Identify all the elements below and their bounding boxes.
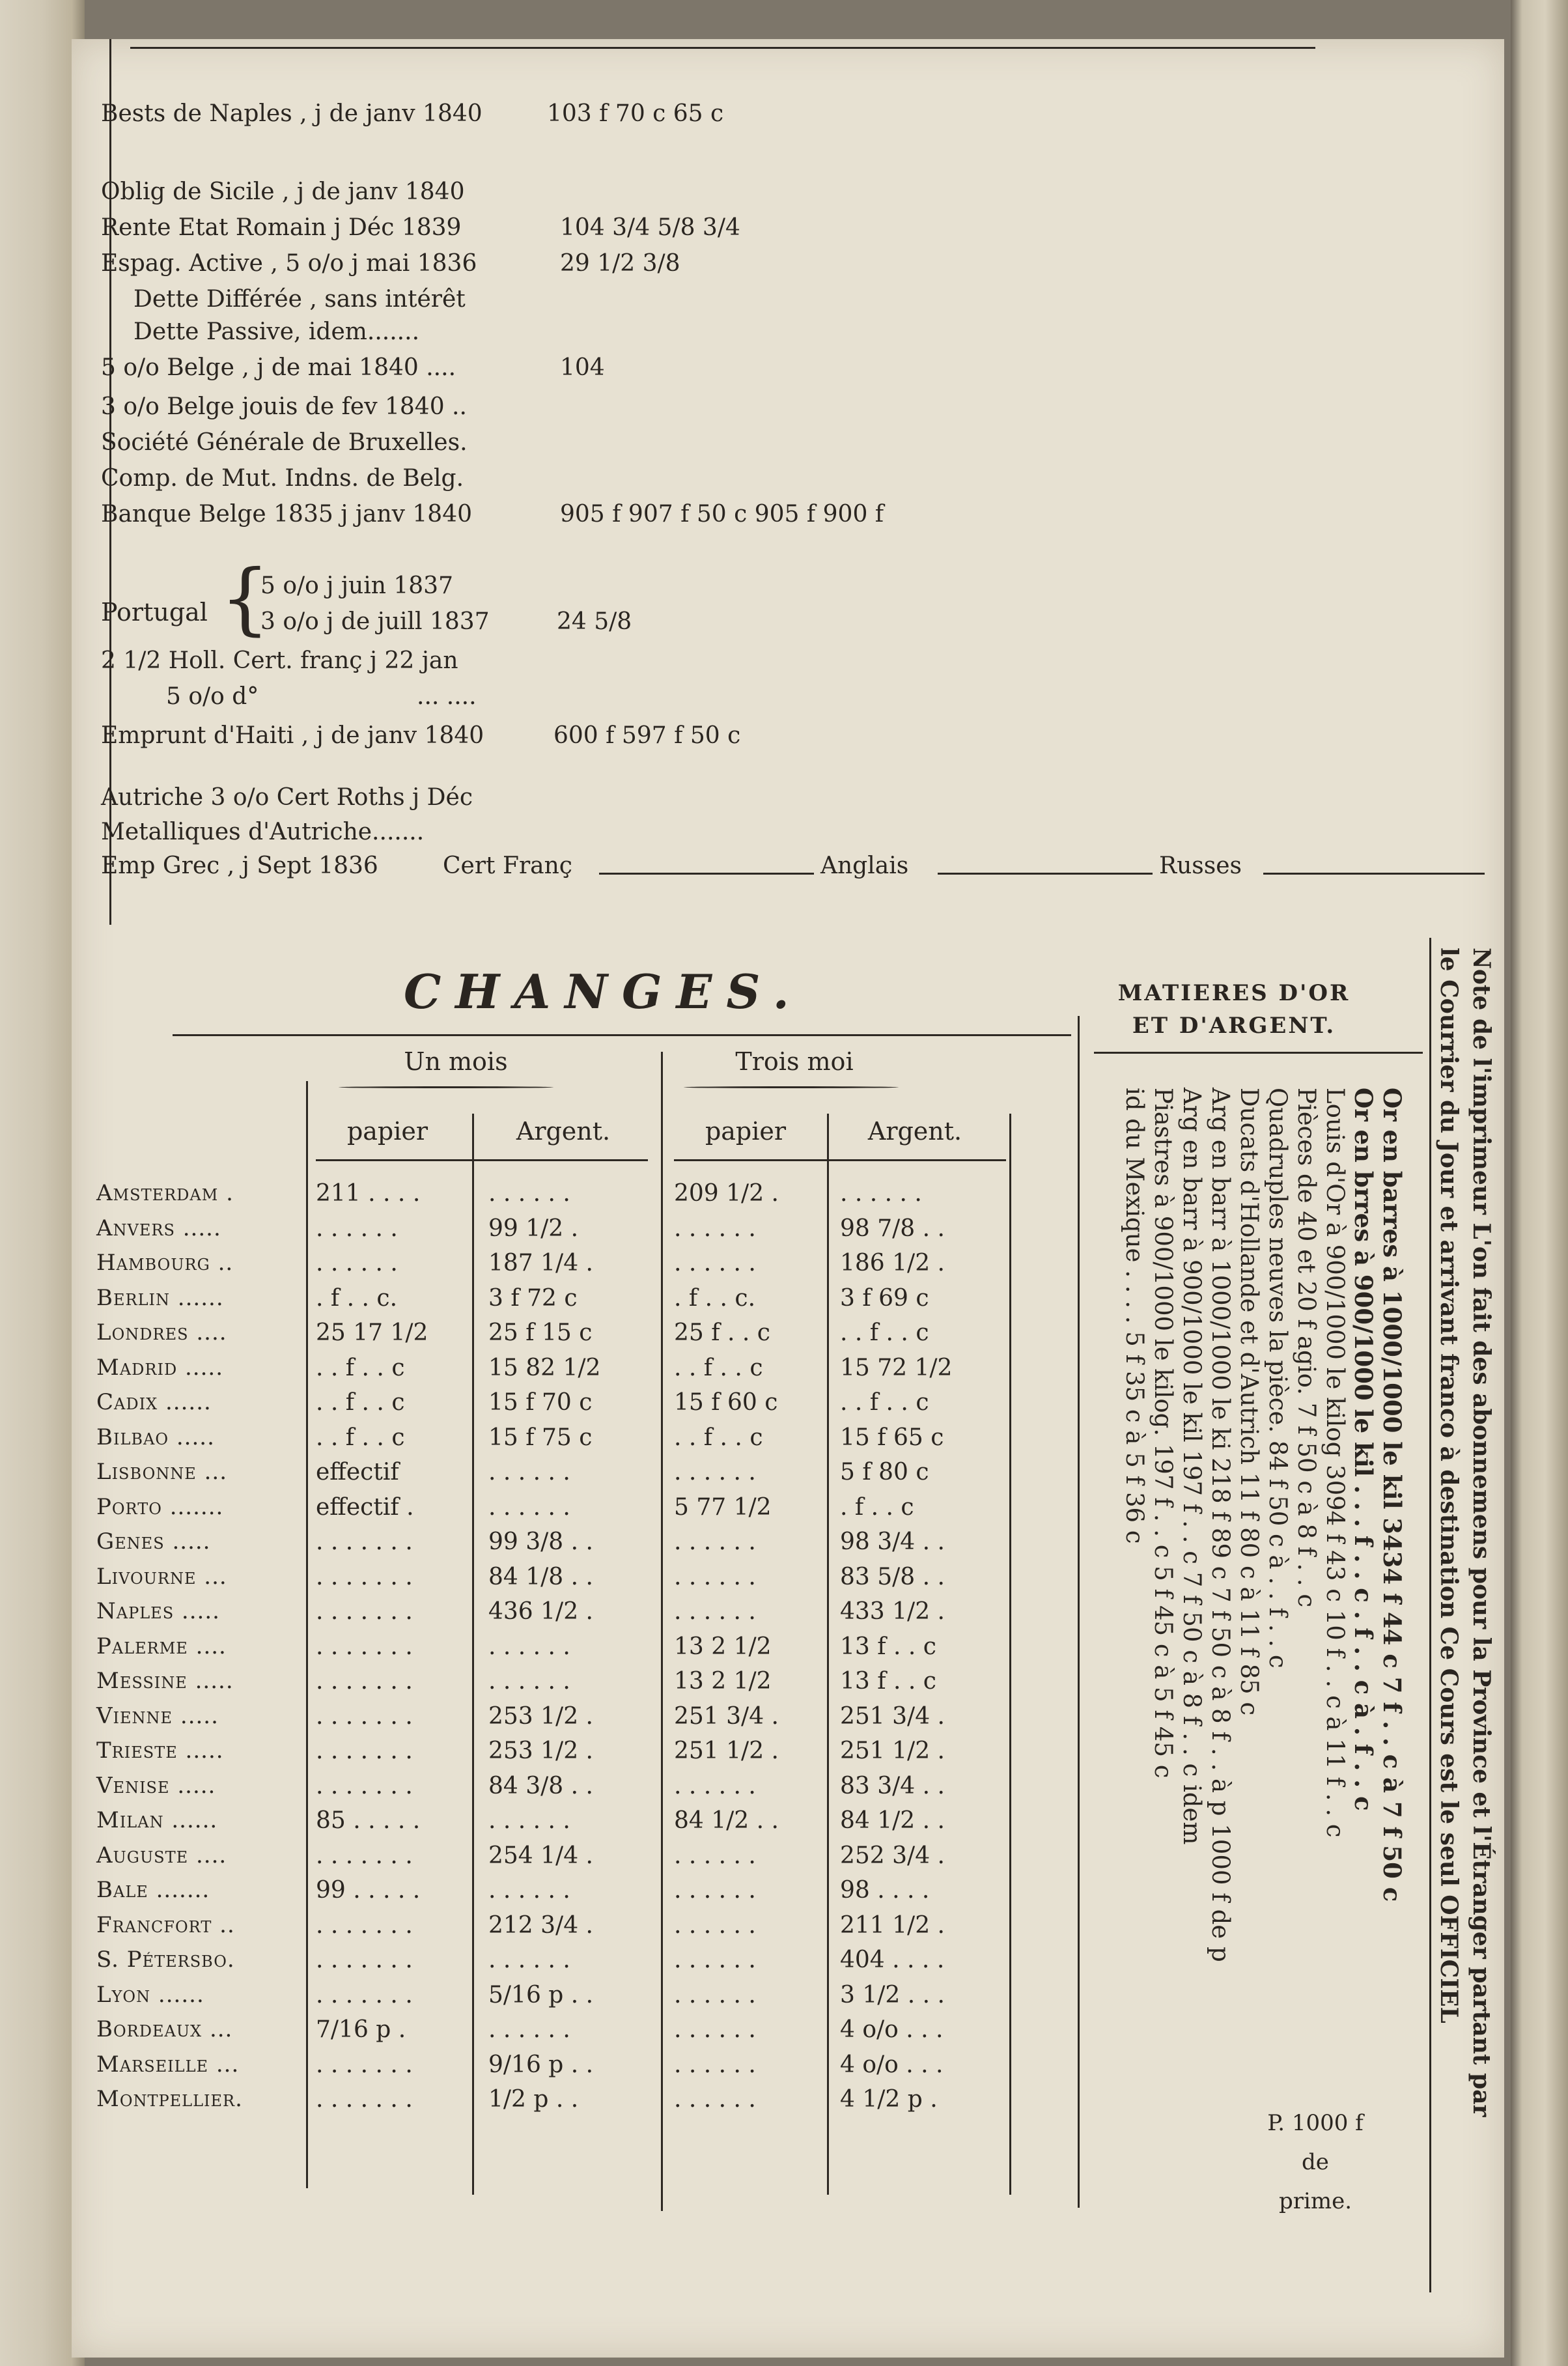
rate-cell: effectif — [316, 1459, 399, 1486]
header-underline-2 — [674, 1159, 1006, 1161]
rate-cell: . . . . . . . — [316, 1773, 413, 1799]
rate-cell: 433 1/2 . — [840, 1598, 945, 1625]
rate-cell: 5 77 1/2 — [674, 1494, 772, 1521]
rate-cell: 15 f 75 c — [488, 1424, 593, 1451]
security-label: Oblig de Sicile , j de janv 1840 — [101, 178, 465, 205]
rate-cell: 25 f 15 c — [488, 1319, 593, 1346]
city-name: Messine ..... — [96, 1668, 234, 1694]
rate-cell: . . f . . c — [674, 1424, 763, 1451]
rate-cell: 99 3/8 . . — [488, 1528, 593, 1555]
city-name: Hambourg .. — [96, 1250, 234, 1276]
rate-cell: . . . . . . — [488, 1807, 570, 1834]
matieres-line: Ducats d'Hollande et d'Autrich 11 f 80 c à 11 f 85 c — [1235, 1088, 1263, 1716]
city-name: Trieste ..... — [96, 1738, 224, 1764]
rate-cell: . . . . . . — [674, 1528, 756, 1555]
rate-cell: . . . . . . — [488, 1494, 570, 1521]
city-name: Londres .... — [96, 1319, 227, 1345]
security-label: Rente Etat Romain j Déc 1839 — [101, 214, 462, 241]
emp-grec-label: Emp Grec , j Sept 1836 — [101, 852, 378, 879]
rate-cell: . . . . . . — [674, 1215, 756, 1242]
security-label: Espag. Active , 5 o/o j mai 1836 — [101, 250, 477, 277]
changes-matieres-divider — [1078, 1016, 1080, 2208]
city-name: Porto ....... — [96, 1494, 224, 1520]
document-page — [72, 39, 1504, 2358]
city-name: Naples ..... — [96, 1598, 220, 1624]
header-underline-1 — [316, 1159, 648, 1161]
rate-cell: . . . . . . — [674, 1598, 756, 1625]
matieres-line: Piastres à 900/1000 le kilog. 197 f . . c 5 f 45 c à 5 f 45 c — [1149, 1088, 1177, 1779]
security-value: ... .... — [417, 683, 477, 710]
rate-cell: 436 1/2 . — [488, 1598, 593, 1625]
city-name: Vienne ..... — [96, 1703, 219, 1729]
col-divider-1 — [472, 1114, 474, 2195]
matieres-line: Louis d'Or à 900/1000 le kilog 3094 f 43 c 10 f . . c à 11 f . . c — [1321, 1088, 1349, 1838]
un-mois-swash — [339, 1086, 553, 1088]
rate-cell: . . . . . . — [488, 1180, 570, 1207]
rate-cell: . . . . . . — [674, 1877, 756, 1904]
rate-cell: . . . . . . — [674, 1773, 756, 1799]
rate-cell: 187 1/4 . — [488, 1250, 593, 1276]
city-name: Lyon ...... — [96, 1982, 204, 2008]
rate-cell: 84 1/2 . . — [674, 1807, 779, 1834]
changes-top-rule — [173, 1034, 1071, 1036]
rate-cell: . . . . . . — [674, 2086, 756, 2113]
security-label: Dette Passive, idem....... — [133, 318, 420, 345]
security-label: 3 o/o Belge jouis de fev 1840 .. — [101, 393, 467, 420]
city-name: Bilbao ..... — [96, 1424, 215, 1450]
rate-cell: 212 3/4 . — [488, 1912, 593, 1939]
rate-cell: . . . . . . . — [316, 1528, 413, 1555]
rate-cell: 253 1/2 . — [488, 1703, 593, 1730]
security-label: Autriche 3 o/o Cert Roths j Déc — [101, 784, 473, 811]
rate-cell: 84 3/8 . . — [488, 1773, 593, 1799]
rate-cell: . . . . . . . — [316, 2051, 413, 2078]
matieres-title-line-1: MATIERES D'OR — [1117, 980, 1351, 1006]
portugal-line-2-value: 24 5/8 — [557, 608, 632, 635]
rate-cell: 252 3/4 . — [840, 1842, 945, 1869]
emp-grec-cert: Cert Franç — [443, 852, 572, 879]
rate-cell: 13 2 1/2 — [674, 1668, 772, 1695]
rate-cell: 15 72 1/2 — [840, 1355, 953, 1381]
rate-cell: . . . . . . . — [316, 1633, 413, 1660]
rate-cell: . . . . . . . — [316, 1947, 413, 1973]
emp-grec-rule-1 — [599, 873, 814, 875]
rate-cell: . . . . . . — [674, 1982, 756, 2008]
rate-cell: 84 1/8 . . — [488, 1564, 593, 1590]
portugal-line-1-label: 5 o/o j juin 1837 — [260, 572, 453, 599]
rate-cell: . . . . . . — [488, 1877, 570, 1904]
portugal-line-2-label: 3 o/o j de juill 1837 — [260, 608, 490, 635]
book-right-edge — [1511, 0, 1568, 2366]
rate-cell: . . . . . . . — [316, 1598, 413, 1625]
rate-cell: . . . . . . — [488, 1633, 570, 1660]
rate-cell: . f . . c. — [674, 1285, 756, 1312]
rate-cell: 3 f 72 c — [488, 1285, 578, 1312]
rate-cell: 251 3/4 . — [674, 1703, 779, 1730]
emp-grec-russes: Russes — [1159, 852, 1242, 879]
side-note-divider — [1429, 938, 1431, 2292]
security-value: 104 — [560, 354, 605, 381]
rate-cell: . . . . . . . — [316, 1738, 413, 1764]
rate-cell: 254 1/4 . — [488, 1842, 593, 1869]
side-note — [1433, 948, 1498, 2117]
rate-cell: 85 . . . . . — [316, 1807, 421, 1834]
matieres-line: Arg en barr à 1000/1000 le ki 218 f 89 c 7 f 50 c à 8 f . . à p 1000 f de p — [1207, 1088, 1235, 1962]
security-label: Metalliques d'Autriche....... — [101, 819, 425, 845]
header-papier-2: papier — [705, 1117, 787, 1146]
rate-cell: 251 3/4 . — [840, 1703, 945, 1730]
emp-grec-rule-3 — [1263, 873, 1485, 875]
city-name: Amsterdam . — [96, 1180, 234, 1206]
security-label: Comp. de Mut. Indns. de Belg. — [101, 465, 464, 492]
side-note-line-2: le Courrier du Jour et arrivant franco à destination Ce Cours est le seul OFFICIEL — [1435, 948, 1463, 2023]
header-argent-1: Argent. — [516, 1117, 611, 1146]
rate-cell: . . . . . . . — [316, 1564, 413, 1590]
portugal-label: Portugal — [101, 598, 208, 627]
security-label: Bests de Naples , j de janv 1840 — [101, 100, 483, 127]
rate-cell: 251 1/2 . — [840, 1738, 945, 1764]
city-name: Berlin ...... — [96, 1285, 224, 1311]
prime-line-2: de — [1302, 2149, 1329, 2175]
rate-cell: . . f . . c — [316, 1389, 405, 1416]
rate-cell: . . . . . . — [674, 2051, 756, 2078]
city-name: Anvers ..... — [96, 1215, 221, 1241]
matieres-line: Arg en barr à 900/1000 le kil 197 f . . c 7 f 50 c à 8 f . . c idem — [1178, 1088, 1206, 1845]
rate-cell: 251 1/2 . — [674, 1738, 779, 1764]
col-divider-2 — [827, 1114, 829, 2195]
rate-cell: . . . . . . — [674, 1912, 756, 1939]
rate-cell: 98 3/4 . . — [840, 1528, 945, 1555]
rate-cell: 25 f . . c — [674, 1319, 770, 1346]
rate-cell: 4 1/2 p . — [840, 2086, 938, 2113]
rate-cell: . . . . . . — [674, 1947, 756, 1973]
matieres-lines — [1120, 1088, 1407, 1962]
security-label: Emprunt d'Haiti , j de janv 1840 — [101, 722, 484, 749]
matieres-line: Or en brres à 900/1000 le kil . . . f . . c . f . . c à . f . . c — [1349, 1088, 1378, 1811]
rate-cell: . . . . . . — [316, 1215, 398, 1242]
city-name: Bordeaux ... — [96, 2016, 233, 2042]
trois-mois-swash — [684, 1086, 899, 1088]
security-value: 905 f 907 f 50 c 905 f 900 f — [560, 501, 884, 528]
city-name: Cadix ...... — [96, 1389, 212, 1415]
city-name: S. Pétersbo. — [96, 1947, 235, 1973]
security-label: Banque Belge 1835 j janv 1840 — [101, 501, 473, 528]
city-name: Livourne ... — [96, 1564, 227, 1590]
rate-cell: . f . . c — [840, 1494, 914, 1521]
security-label: Dette Différée , sans intérêt — [133, 286, 466, 313]
rate-cell: . . . . . . — [488, 1459, 570, 1486]
security-value: 29 1/2 3/8 — [560, 250, 680, 277]
col-divider-main — [661, 1052, 663, 2211]
rate-cell: 4 o/o . . . — [840, 2016, 944, 2043]
rate-cell: 99 1/2 . — [488, 1215, 579, 1242]
rate-cell: 15 82 1/2 — [488, 1355, 601, 1381]
rate-cell: 7/16 p . — [316, 2016, 406, 2043]
rate-cell: 13 2 1/2 — [674, 1633, 772, 1660]
changes-title: CHANGES. — [404, 964, 804, 1019]
rate-cell: 211 1/2 . — [840, 1912, 945, 1939]
rate-cell: 25 17 1/2 — [316, 1319, 428, 1346]
rate-cell: . . . . . . . — [316, 1982, 413, 2008]
matieres-top-rule — [1094, 1052, 1423, 1054]
rate-cell: . . . . . . — [488, 1947, 570, 1973]
rate-cell: 4 o/o . . . — [840, 2051, 944, 2078]
rate-cell: 84 1/2 . . — [840, 1807, 945, 1834]
security-value: 103 f 70 c 65 c — [547, 100, 724, 127]
rate-cell: . . . . . . — [674, 1564, 756, 1590]
rate-cell: 15 f 60 c — [674, 1389, 778, 1416]
rate-cell: 98 7/8 . . — [840, 1215, 945, 1242]
rate-cell: 1/2 p . . — [488, 2086, 579, 2113]
emp-grec-rule-2 — [938, 873, 1153, 875]
rate-cell: 3 1/2 . . . — [840, 1982, 945, 2008]
city-name: Madrid ..... — [96, 1355, 224, 1381]
col-divider-4 — [1009, 1114, 1011, 2195]
rate-cell: . . . . . . . — [316, 2086, 413, 2113]
rate-cell: 9/16 p . . — [488, 2051, 594, 2078]
matieres-prime-note — [1218, 2104, 1413, 2221]
rate-cell: 5/16 p . . — [488, 1982, 594, 2008]
city-name: Milan ...... — [96, 1807, 218, 1833]
rate-cell: 13 f . . c — [840, 1668, 936, 1695]
rate-cell: . . . . . . — [674, 1250, 756, 1276]
rate-cell: . . . . . . — [674, 1459, 756, 1486]
prime-line-1: P. 1000 f — [1267, 2110, 1364, 2136]
rate-cell: 99 . . . . . — [316, 1877, 421, 1904]
rate-cell: . . . . . . — [840, 1180, 922, 1207]
rate-cell: effectif . — [316, 1494, 414, 1521]
matieres-title-line-2: ET D'ARGENT. — [1132, 1013, 1336, 1039]
rate-cell: 15 f 65 c — [840, 1424, 944, 1451]
city-name: Palerme .... — [96, 1633, 227, 1659]
rate-cell: . . . . . . — [674, 2016, 756, 2043]
rate-cell: . . . . . . — [316, 1250, 398, 1276]
matieres-line: Pièces de 40 et 20 f agio. 7 f 50 c à 8 f . . c — [1293, 1088, 1321, 1608]
side-note-line-1: Note de l'imprimeur L'on fait des abonnemens pour la Province et l'Étranger partant par — [1468, 948, 1495, 2117]
city-name: Lisbonne ... — [96, 1459, 228, 1485]
rate-cell: . . . . . . . — [316, 1842, 413, 1869]
prime-line-3: prime. — [1278, 2188, 1352, 2214]
header-papier-1: papier — [346, 1117, 428, 1146]
rate-cell: 13 f . . c — [840, 1633, 936, 1660]
top-rule — [130, 47, 1315, 49]
rate-cell: . . . . . . — [674, 1842, 756, 1869]
portugal-brace: { — [220, 554, 270, 644]
rate-cell: . . f . . c — [840, 1319, 929, 1346]
security-label: 5 o/o Belge , j de mai 1840 .... — [101, 354, 456, 381]
rate-cell: 209 1/2 . — [674, 1180, 779, 1207]
rate-cell: 5 f 80 c — [840, 1459, 929, 1486]
rate-cell: 3 f 69 c — [840, 1285, 929, 1312]
rate-cell: 98 . . . . — [840, 1877, 930, 1904]
rate-cell: . f . . c. — [316, 1285, 398, 1312]
city-name: Montpellier. — [96, 2086, 243, 2112]
city-name: Francfort .. — [96, 1912, 235, 1938]
rate-cell: 211 . . . . — [316, 1180, 421, 1207]
rate-cell: . . . . . . . — [316, 1668, 413, 1695]
rate-cell: 83 5/8 . . — [840, 1564, 945, 1590]
rate-cell: . . . . . . . — [316, 1703, 413, 1730]
security-value: 600 f 597 f 50 c — [553, 722, 741, 749]
matieres-title — [1091, 977, 1377, 1042]
city-name: Marseille ... — [96, 2051, 240, 2077]
rate-cell: 83 3/4 . . — [840, 1773, 945, 1799]
header-argent-2: Argent. — [867, 1117, 962, 1146]
security-label: 2 1/2 Holl. Cert. franç j 22 jan — [101, 647, 458, 674]
rate-cell: . . f . . c — [840, 1389, 929, 1416]
rate-cell: 253 1/2 . — [488, 1738, 593, 1764]
rate-cell: . . . . . . — [488, 1668, 570, 1695]
rate-cell: . . f . . c — [316, 1355, 405, 1381]
matieres-line: Quadruples neuves la pièce. 84 f 50 c à . . f . . c — [1264, 1088, 1292, 1669]
emp-grec-anglais: Anglais — [820, 852, 909, 879]
rate-cell: . . . . . . . — [316, 1912, 413, 1939]
rate-cell: 186 1/2 . — [840, 1250, 945, 1276]
city-name: Venise ..... — [96, 1773, 216, 1799]
security-value: 104 3/4 5/8 3/4 — [560, 214, 740, 241]
header-un-mois: Un mois — [404, 1047, 508, 1076]
rate-cell: . . . . . . — [488, 2016, 570, 2043]
security-label: 5 o/o d° — [166, 683, 259, 710]
rate-cell: 404 . . . . — [840, 1947, 945, 1973]
city-name: Genes ..... — [96, 1528, 211, 1555]
security-label: Société Générale de Bruxelles. — [101, 429, 468, 456]
city-name: Bale ....... — [96, 1877, 210, 1903]
matieres-line: Or en barres à 1000/1000 le kil 3434 f 44 c 7 f . . c à 7 f 50 c — [1378, 1088, 1407, 1902]
header-trois-mois: Trois moi — [735, 1047, 854, 1076]
rate-cell: . . f . . c — [674, 1355, 763, 1381]
rate-cell: . . f . . c — [316, 1424, 405, 1451]
matieres-line: id du Mexique . . . . 5 f 35 c à 5 f 36 c — [1121, 1088, 1149, 1544]
col-divider-3 — [306, 1081, 308, 2188]
city-name: Auguste .... — [96, 1842, 227, 1868]
rate-cell: 15 f 70 c — [488, 1389, 593, 1416]
